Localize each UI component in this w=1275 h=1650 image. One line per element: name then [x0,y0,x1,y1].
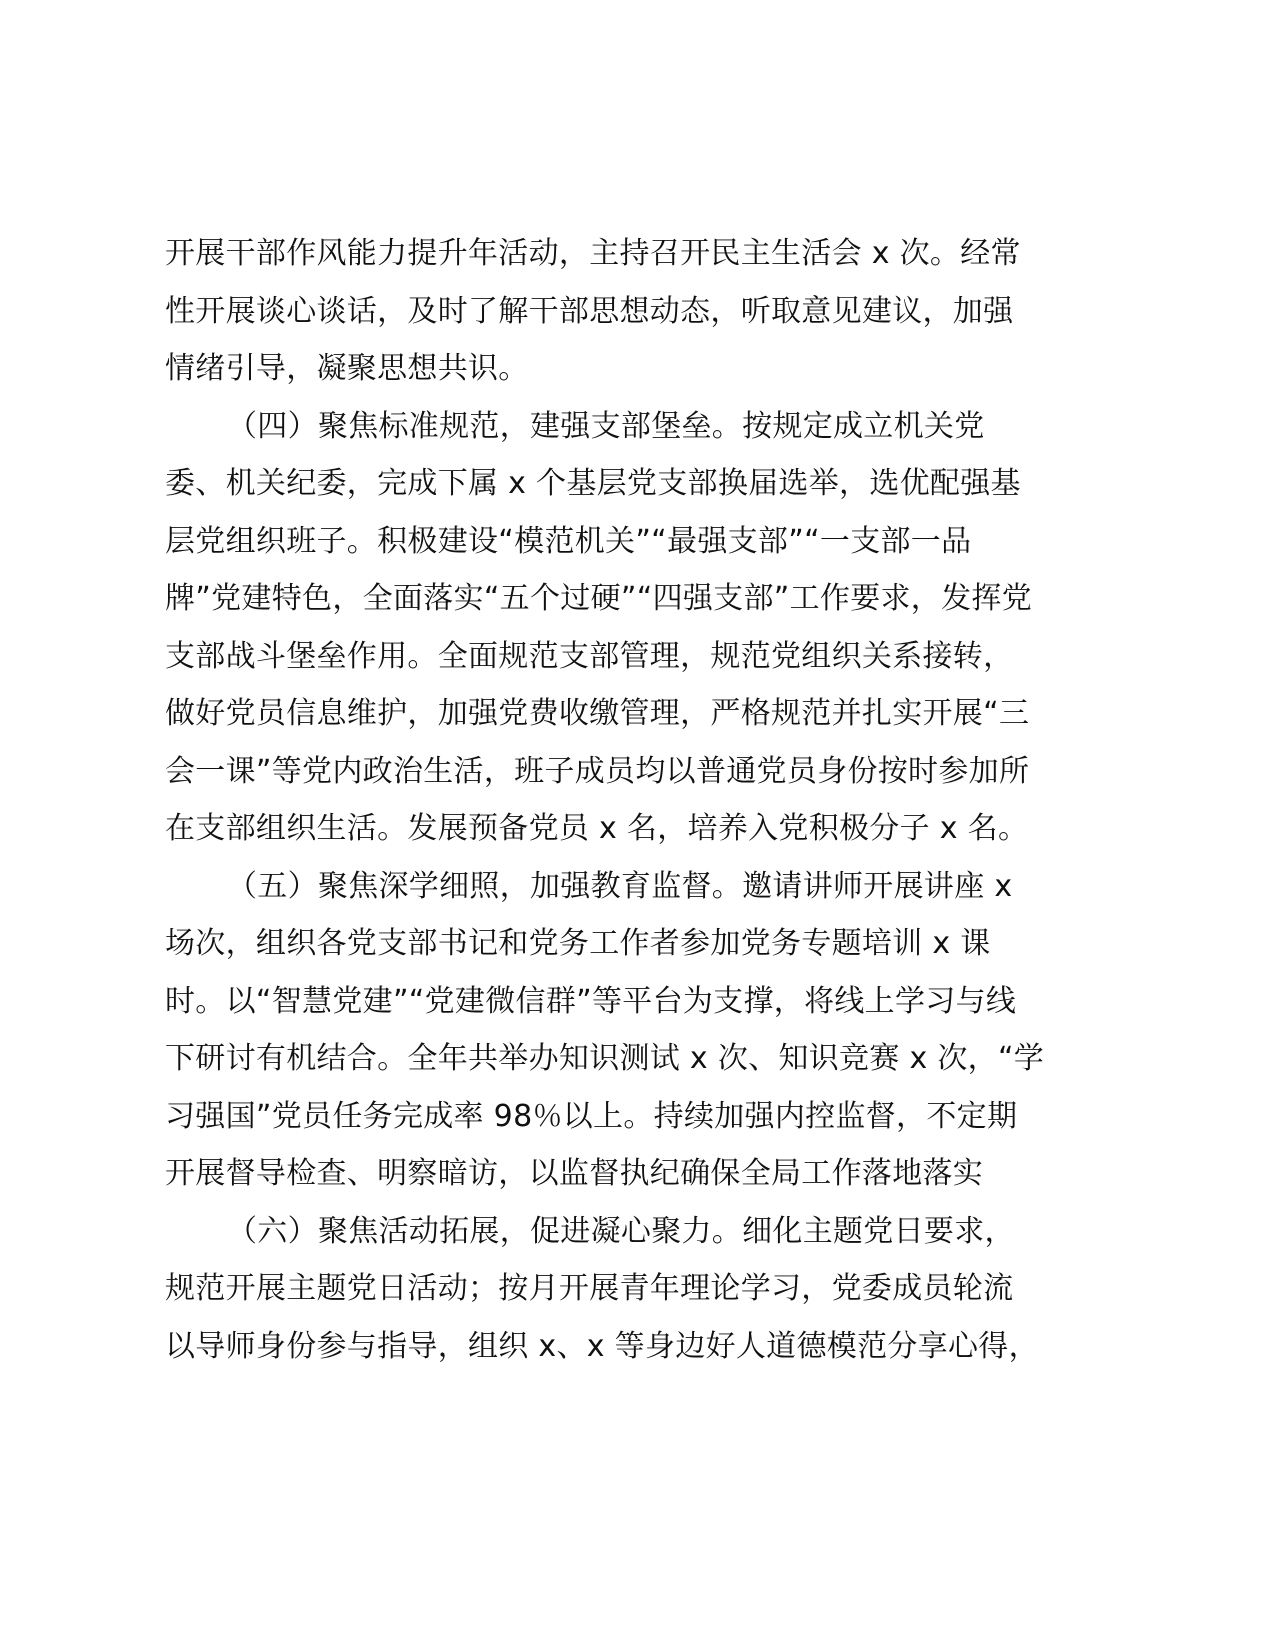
document-body [165,225,1120,1375]
text-line: 情绪引导，凝聚思想共识。 [165,351,529,386]
text-line: 在支部组织生活。发展预备党员 x 名，培养入党积极分子 x 名。 [165,811,1029,846]
text-line: 习强国”党员任务完成率 98％以上。持续加强内控监督，不定期 [165,1098,1018,1134]
text-line: 开展督导检查、明察暗访，以监督执纪确保全局工作落地落实 [165,1156,984,1191]
text-line: 层党组织班子。积极建设“模范机关”“最强支部”“一支部一品 [165,523,972,559]
text-line: 规范开展主题党日活动；按月开展青年理论学习，党委成员轮流 [165,1271,1014,1306]
text-line: 时。以“智慧党建”“党建微信群”等平台为支撑，将线上学习与线 [165,983,1017,1019]
text-line: 场次，组织各党支部书记和党务工作者参加党务专题培训 x 课 [165,926,991,961]
text-line: 以导师身份参与指导，组织 x、x 等身边好人道德模范分享心得， [165,1328,1039,1364]
text-line: 牌”党建特色，全面落实“五个过硬”“四强支部”工作要求，发挥党 [165,581,1033,616]
section-heading-line: （四）聚焦标准规范，建强支部堡垒。按规定成立机关党 [227,408,985,444]
text-line: 支部战斗堡垒作用。全面规范支部管理，规范党组织关系接转， [165,638,1014,674]
text-line: 会一课”等党内政治生活，班子成员均以普通党员身份按时参加所 [165,753,1030,789]
section-heading-line: （六）聚焦活动拓展，促进凝心聚力。细化主题党日要求， [227,1213,1015,1249]
text-line: 性开展谈心谈话，及时了解干部思想动态，听取意见建议，加强 [165,293,1014,329]
text-line: 做好党员信息维护，加强党费收缴管理，严格规范并扎实开展“三 [165,696,1030,731]
text-line: 下研讨有机结合。全年共举办知识测试 x 次、知识竞赛 x 次，“学 [165,1041,1045,1076]
text-line: 开展干部作风能力提升年活动，主持召开民主生活会 x 次。经常 [165,236,1021,271]
section-heading-line: （五）聚焦深学细照，加强教育监督。邀请讲师开展讲座 x [227,868,1013,904]
text-line: 委、机关纪委，完成下属 x 个基层党支部换届选举，选优配强基 [165,466,1021,501]
